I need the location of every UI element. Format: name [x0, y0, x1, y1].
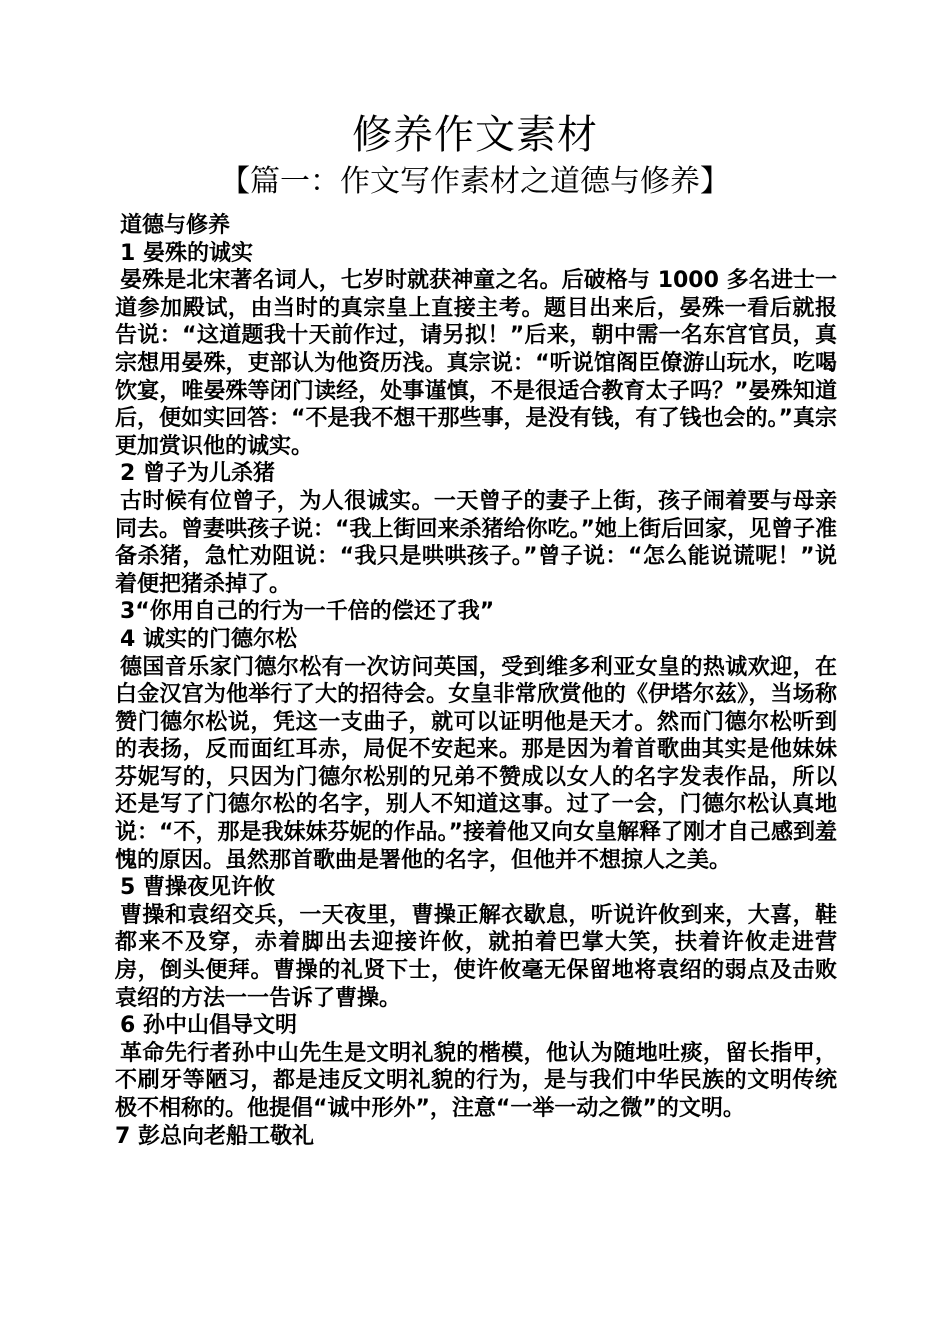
story-heading: 7 彭总向老船工敬礼	[115, 1123, 314, 1149]
section-heading: 道德与修养	[120, 213, 231, 238]
story-heading: 1 晏殊的诚实	[120, 240, 253, 266]
story-paragraph: 古时候有位曾子，为人很诚实。一天曾子的妻子上街，孩子闹着要与母亲同去。曾妻哄孩子说：“我上街回来杀猪给你吃。”她上街后回家，见曾子准备杀猪，急忙劝阻说：“我只是哄哄孩子。”曾子说：“怎么能说谎呢！”说着便把猪杀掉了。	[115, 488, 837, 597]
story-heading: 6 孙中山倡导文明	[120, 1013, 297, 1039]
story-paragraph: 曹操和袁绍交兵，一天夜里，曹操正解衣歇息，听说许攸到来，大喜，鞋都来不及穿，赤着脚出去迎接许攸，就拍着巴掌大笑，扶着许攸走进营房，倒头便拜。曹操的礼贤下士，使许攸毫无保留地将袁绍的弱点及击败袁绍的方法一一告诉了曹操。	[115, 902, 837, 1011]
story-paragraph: 德国音乐家门德尔松有一次访问英国，受到维多利亚女皇的热诚欢迎，在白金汉宫为他举行了大的招待会。女皇非常欣赏他的《伊塔尔兹》，当场称赞门德尔松说，凭这一支曲子，就可以证明他是天才。然而门德尔松听到的表扬，反而面红耳赤，局促不安起来。那是因为着首歌曲其实是他妹妹芬妮写的，只因为门德尔松别的兄弟不赞成以女人的名字发表作品，所以还是写了门德尔松的名字，别人不知道这事。过了一会，门德尔松认真地说：“不，那是我妹妹芬妮的作品。”接着他又向女皇解释了刚才自己感到羞愧的原因。虽然那首歌曲是署他的名字，但他并不想掠人之美。	[115, 654, 837, 873]
document-title: 修养作文素材	[352, 112, 598, 158]
story-heading: 5 曹操夜见许攸	[120, 875, 275, 901]
story-paragraph: 晏殊是北宋著名词人，七岁时就获神童之名。后破格与 1000 多名进士一道参加殿试，由当时的真宗皇上直接主考。题目出来后，晏殊一看后就报告说：“这道题我十天前作过，请另拟！”后来，朝中需一名东宫官员，真宗想用晏殊，吏部认为他资历浅。真宗说：“听说馆阁臣僚游山玩水，吃喝饮宴，唯晏殊等闭门读经，处事谨慎，不是很适合教育太子吗？”晏殊知道后，便如实回答：“不是我不想干那些事，是没有钱，有了钱也会的。”真宗更加赏识他的诚实。	[115, 268, 837, 459]
story-paragraph: 革命先行者孙中山先生是文明礼貌的楷模，他认为随地吐痰，留长指甲，不刷牙等陋习，都是违反文明礼貌的行为，是与我们中华民族的文明传统极不相称的。他提倡“诚中形外”，注意“一举一动之微”的文明。	[115, 1040, 837, 1121]
story-heading: 3“你用自己的行为一千倍的偿还了我”	[120, 599, 495, 625]
story-heading: 2 曾子为儿杀猪	[120, 461, 275, 487]
story-heading: 4 诚实的门德尔松	[120, 626, 297, 652]
document-subtitle: 【篇一：作文写作素材之道德与修养】	[220, 164, 730, 199]
document-body	[115, 212, 837, 1150]
